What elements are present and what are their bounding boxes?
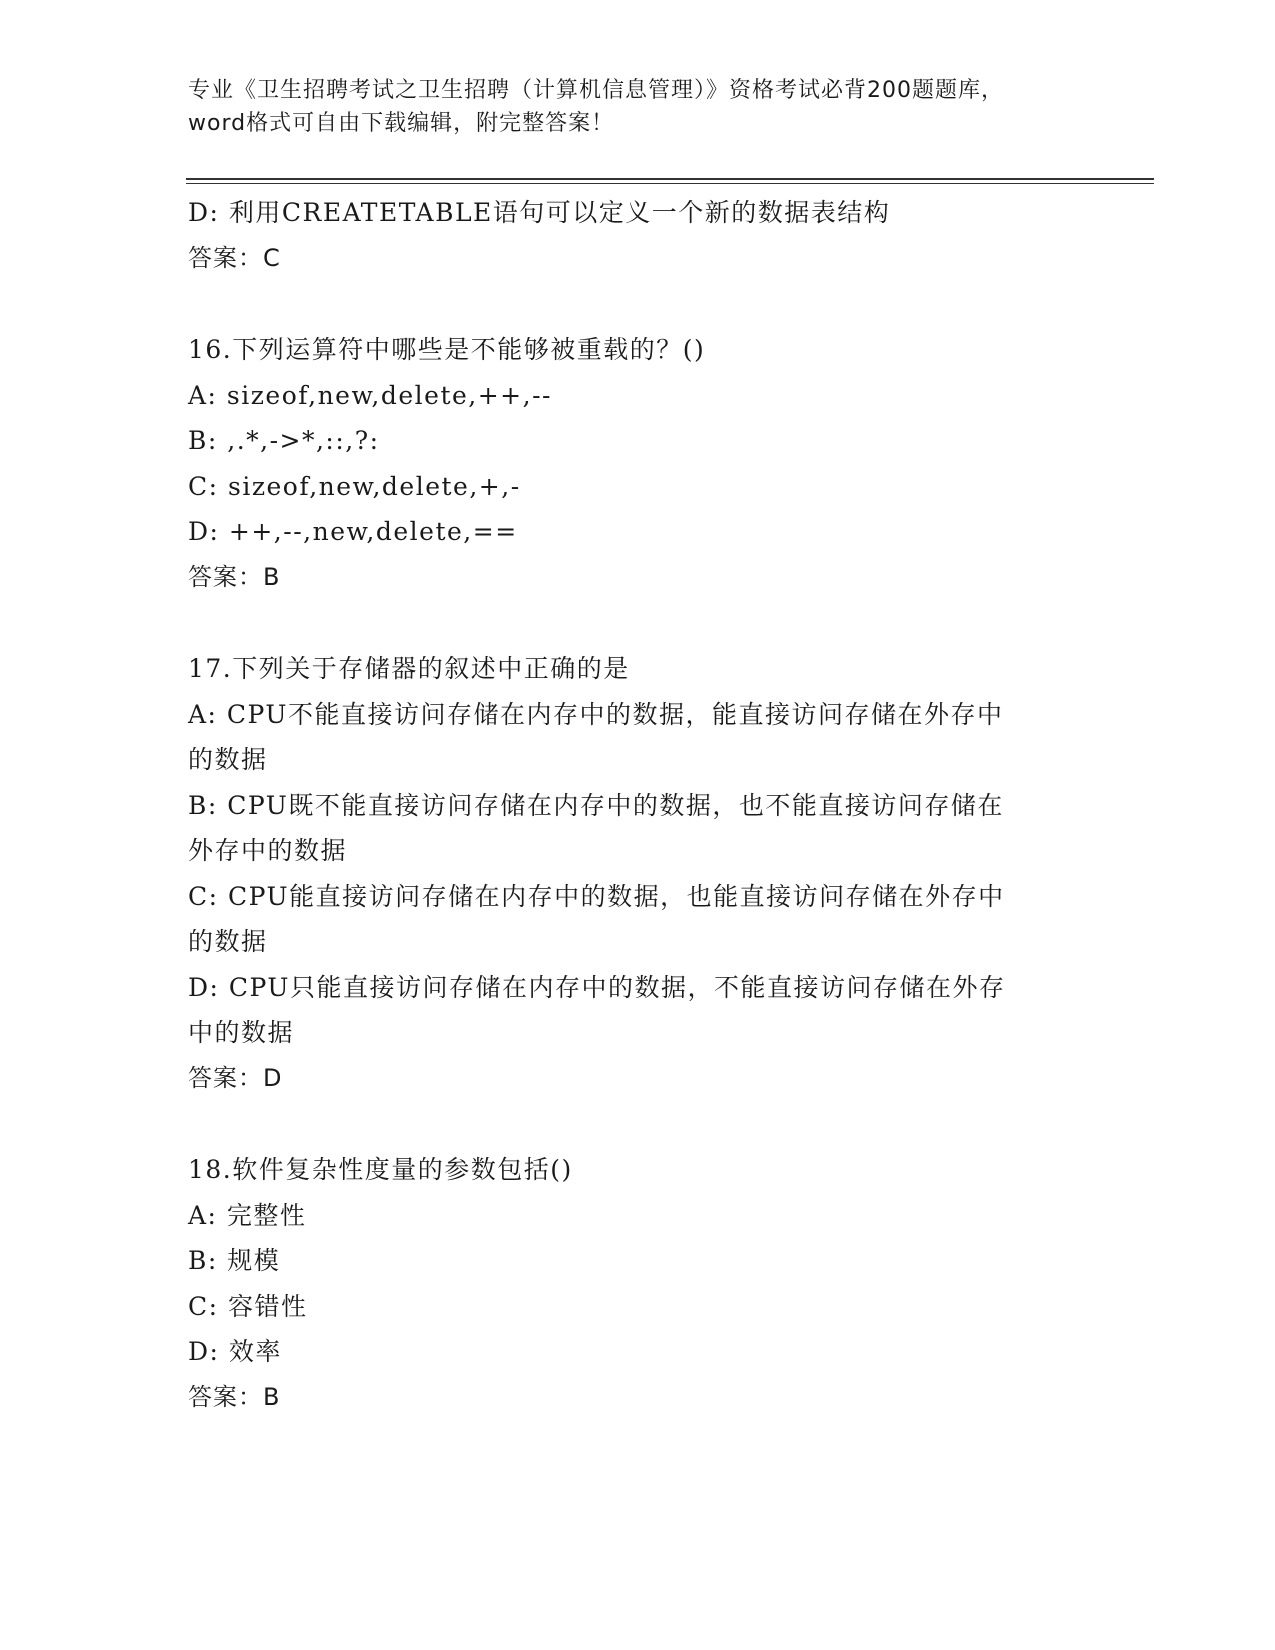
- q17-option-c-line-1: C: CPU能直接访问存储在内存中的数据，也能直接访问存储在外存中: [188, 881, 1005, 911]
- header-divider: [186, 178, 1154, 184]
- q16-option-c: C: sizeof,new,delete,+,-: [188, 471, 521, 501]
- header-line-1: 专业《卫生招聘考试之卫生招聘（计算机信息管理）》资格考试必背200题题库，: [188, 78, 1004, 103]
- question-15-tail: [188, 190, 1068, 281]
- question-list: [188, 190, 1068, 1420]
- q17-answer: 答案：D: [188, 1063, 283, 1092]
- q18-answer: 答案：B: [188, 1382, 281, 1411]
- q16-question: 16.下列运算符中哪些是不能够被重载的？(): [188, 335, 706, 364]
- q17-option-b-line-2: 外存中的数据: [188, 836, 348, 865]
- q17-question: 17.下列关于存储器的叙述中正确的是: [188, 654, 630, 683]
- spacer: [188, 600, 1068, 646]
- q18-option-c: C: 容错性: [188, 1291, 308, 1321]
- q17-option-a-line-2: 的数据: [188, 745, 268, 774]
- q18-option-a: A: 完整性: [188, 1200, 307, 1230]
- spacer: [188, 1101, 1068, 1147]
- question-17: [188, 646, 1068, 1101]
- q15-answer: 答案：C: [188, 243, 281, 272]
- q17-option-a-line-1: A: CPU不能直接访问存储在内存中的数据，能直接访问存储在外存中: [188, 699, 1004, 729]
- spacer: [188, 281, 1068, 327]
- q16-option-b: B: ,.*,->*,::,?:: [188, 426, 380, 455]
- q15-option-d: D: 利用CREATETABLE语句可以定义一个新的数据表结构: [188, 198, 891, 227]
- q16-answer: 答案：B: [188, 562, 281, 591]
- q18-option-d: D: 效率: [188, 1337, 282, 1366]
- q17-option-d-line-1: D: CPU只能直接访问存储在内存中的数据，不能直接访问存储在外存: [188, 972, 1006, 1002]
- q17-option-b-line-1: B: CPU既不能直接访问存储在内存中的数据，也不能直接访问存储在: [188, 790, 1004, 820]
- question-18: [188, 1147, 1068, 1420]
- q17-option-d-line-2: 中的数据: [188, 1018, 295, 1047]
- q18-question: 18.软件复杂性度量的参数包括(): [188, 1155, 573, 1184]
- q16-option-d: D: ++,--,new,delete,==: [188, 517, 518, 546]
- q18-option-b: B: 规模: [188, 1246, 281, 1275]
- header-line-2: word格式可自由下载编辑，附完整答案！: [188, 111, 615, 136]
- q16-option-a: A: sizeof,new,delete,++,--: [188, 380, 552, 410]
- question-16: [188, 327, 1068, 600]
- q17-option-c-line-2: 的数据: [188, 927, 268, 956]
- document-header: [188, 74, 1088, 140]
